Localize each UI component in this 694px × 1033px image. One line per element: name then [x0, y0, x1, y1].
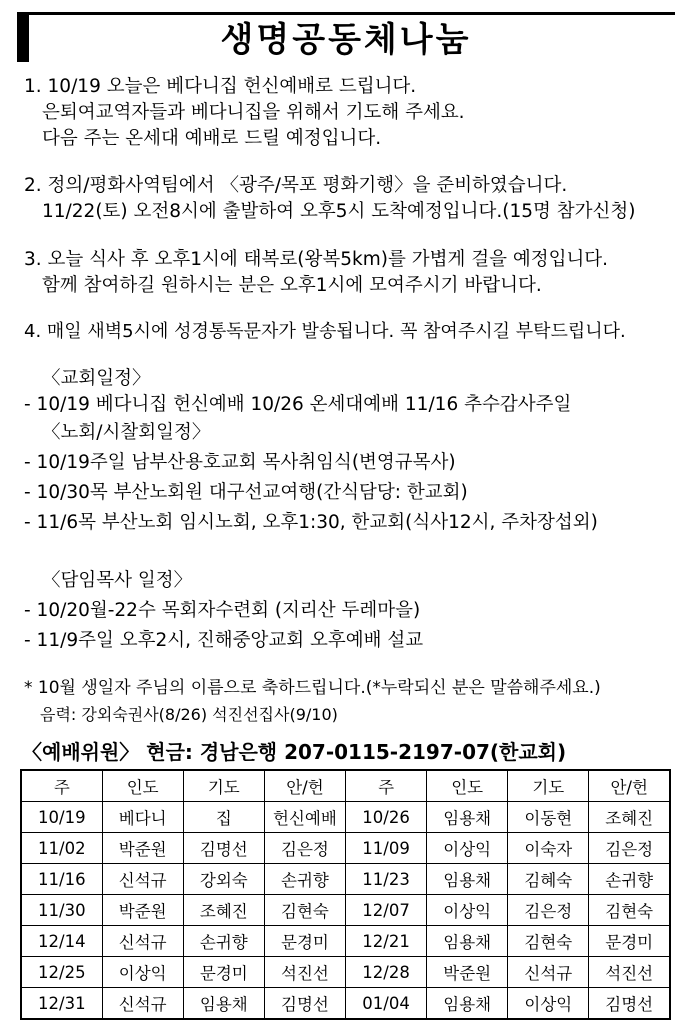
table-row	[21, 988, 670, 1020]
table-cell: 이상익	[508, 988, 589, 1020]
table-cell: 헌신예배	[264, 802, 345, 833]
col-header-leader: 인도	[427, 770, 508, 802]
table-cell: 11/09	[346, 833, 427, 864]
birthday-lunar-line: 음력: 강외숙권사(8/26) 석진선집사(9/10)	[40, 705, 338, 724]
table-cell: 11/23	[346, 864, 427, 895]
table-cell: 조혜진	[589, 802, 670, 833]
church-schedule-item: - 10/19 베다니집 헌신예배 10/26 온세대예배 11/16 추수감사주일	[24, 394, 572, 415]
pastor-schedule-item: - 11/9주일 오후2시, 진해중앙교회 오후예배 설교	[24, 630, 424, 651]
table-cell: 김은정	[589, 833, 670, 864]
table-cell: 집	[183, 802, 264, 833]
table-cell: 11/16	[21, 864, 102, 895]
table-cell: 손귀향	[589, 864, 670, 895]
col-header-leader: 인도	[102, 770, 183, 802]
table-cell: 이상익	[102, 957, 183, 988]
table-cell: 01/04	[346, 988, 427, 1020]
table-cell: 임용채	[427, 926, 508, 957]
table-cell: 박준원	[102, 895, 183, 926]
table-cell: 이숙자	[508, 833, 589, 864]
table-cell: 손귀향	[183, 926, 264, 957]
table-cell: 김혜숙	[508, 864, 589, 895]
table-cell: 강외숙	[183, 864, 264, 895]
table-row	[21, 833, 670, 864]
presbytery-schedule-item: - 10/19주일 남부산용호교회 목사취임식(변영규목사)	[24, 452, 456, 473]
col-header-prayer: 기도	[508, 770, 589, 802]
table-cell: 임용채	[427, 802, 508, 833]
worship-committee-table	[20, 769, 671, 1020]
table-cell: 임용채	[427, 988, 508, 1020]
page-title: 생명공동체나눔	[220, 20, 472, 60]
presbytery-schedule-item: - 10/30목 부산노회원 대구선교여행(간식담당: 한교회)	[24, 482, 468, 503]
table-cell: 베다니	[102, 802, 183, 833]
table-cell: 이동현	[508, 802, 589, 833]
announcement-2-line-2: 11/22(토) 오전8시에 출발하여 오후5시 도착예정입니다.(15명 참가신청)	[42, 201, 636, 222]
table-cell: 11/30	[21, 895, 102, 926]
col-header-usher: 안/헌	[589, 770, 670, 802]
announcement-2-line-1: 2. 정의/평화사역팀에서 〈광주/목포 평화기행〉을 준비하였습니다.	[24, 175, 568, 196]
table-cell: 임용채	[183, 988, 264, 1020]
table-cell: 박준원	[102, 833, 183, 864]
table-row	[21, 864, 670, 895]
table-cell: 12/28	[346, 957, 427, 988]
col-header-week: 주	[346, 770, 427, 802]
announcement-3-line-1: 3. 오늘 식사 후 오후1시에 태복로(왕복5km)를 가볍게 걸을 예정입니다.	[24, 249, 609, 270]
table-cell: 이상익	[427, 833, 508, 864]
table-row	[21, 957, 670, 988]
table-cell: 신석규	[102, 988, 183, 1020]
table-cell: 김현숙	[589, 895, 670, 926]
table-cell: 김은정	[508, 895, 589, 926]
table-cell: 12/07	[346, 895, 427, 926]
pastor-schedule-item: - 10/20월-22수 목회자수련회 (지리산 두레마을)	[24, 600, 421, 621]
table-cell: 김현숙	[508, 926, 589, 957]
table-cell: 김현숙	[264, 895, 345, 926]
announcement-4-line-1: 4. 매일 새벽5시에 성경통독문자가 발송됩니다. 꼭 참여주시길 부탁드립니다.	[24, 321, 626, 342]
col-header-usher: 안/헌	[264, 770, 345, 802]
table-cell: 이상익	[427, 895, 508, 926]
table-cell: 신석규	[508, 957, 589, 988]
presbytery-schedule-heading: 〈노회/시찰회일정〉	[42, 422, 211, 443]
table-cell: 손귀향	[264, 864, 345, 895]
table-cell: 신석규	[102, 864, 183, 895]
table-cell: 석진선	[589, 957, 670, 988]
table-cell: 12/21	[346, 926, 427, 957]
table-cell: 김명선	[264, 988, 345, 1020]
table-cell: 김명선	[183, 833, 264, 864]
table-cell: 신석규	[102, 926, 183, 957]
announcement-1-line-2: 은퇴여교역자들과 베다니집을 위해서 기도해 주세요.	[42, 102, 465, 123]
col-header-week: 주	[21, 770, 102, 802]
offering-account-line: 〈예배위원〉 현금: 경남은행 207-0115-2197-07(한교회)	[22, 740, 567, 764]
table-cell: 조혜진	[183, 895, 264, 926]
church-schedule-heading: 〈교회일정〉	[42, 368, 151, 389]
table-cell: 12/14	[21, 926, 102, 957]
presbytery-schedule-item: - 11/6목 부산노회 임시노회, 오후1:30, 한교회(식사12시, 주차장섭외)	[24, 512, 598, 533]
table-cell: 12/31	[21, 988, 102, 1020]
table-cell: 김명선	[589, 988, 670, 1020]
announcement-3-line-2: 함께 참여하길 원하시는 분은 오후1시에 모여주시기 바랍니다.	[42, 275, 542, 296]
table-cell: 임용채	[427, 864, 508, 895]
table-row	[21, 802, 670, 833]
table-row	[21, 926, 670, 957]
table-cell: 10/26	[346, 802, 427, 833]
table-cell: 문경미	[589, 926, 670, 957]
table-cell: 문경미	[183, 957, 264, 988]
table-row	[21, 895, 670, 926]
announcement-1-line-1: 1. 10/19 오늘은 베다니집 헌신예배로 드립니다.	[24, 76, 417, 97]
page-header	[17, 12, 675, 62]
announcement-1-line-3: 다음 주는 온세대 예배로 드릴 예정입니다.	[42, 128, 382, 149]
table-cell: 12/25	[21, 957, 102, 988]
table-cell: 문경미	[264, 926, 345, 957]
col-header-prayer: 기도	[183, 770, 264, 802]
table-cell: 10/19	[21, 802, 102, 833]
table-cell: 석진선	[264, 957, 345, 988]
pastor-schedule-heading: 〈담임목사 일정〉	[42, 570, 193, 591]
table-cell: 김은정	[264, 833, 345, 864]
table-cell: 11/02	[21, 833, 102, 864]
birthday-line: * 10월 생일자 주님의 이름으로 축하드립니다.(*누락되신 분은 말씀해주세요.)	[24, 678, 601, 698]
table-header-row	[21, 770, 670, 802]
table-cell: 박준원	[427, 957, 508, 988]
